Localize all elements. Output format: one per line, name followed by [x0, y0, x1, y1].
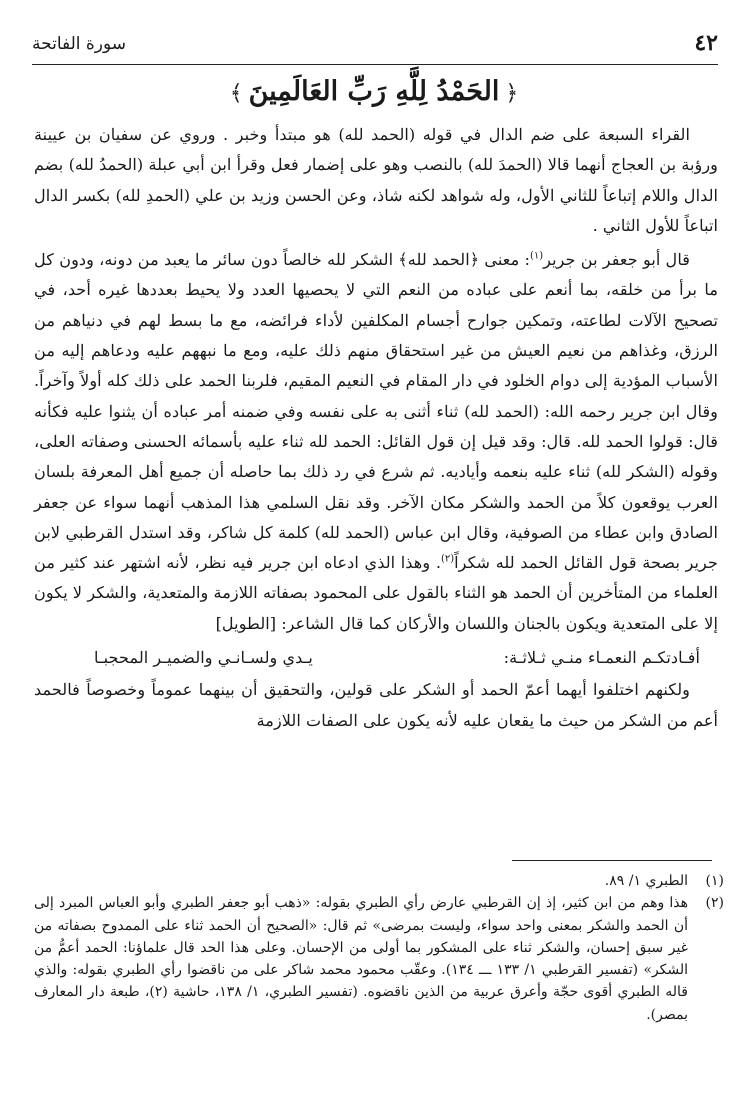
poem-first-hemistich: أفـادتكـم النعمـاء منـي ثـلاثـة:	[503, 648, 700, 668]
footnotes	[34, 870, 724, 1026]
footnote-ref-2[interactable]: (٢)	[440, 553, 455, 565]
footnote-2-text: هذا وهم من ابن كثير، إذ إن القرطبي عارض رأي الطبري بقوله: «ذهب أبو جعفر الطبري وأبو العباس المبرد إلى أن الحمد والشكر بمعنى واحد سواء، وليست بمرضى» ثم قال: «الصحيح أن الحمد ثناء على الممدوح بصفاته من غير سبق إحسان، والشكر ثناء على المشكور بما أولى من الإحسان. وعلى هذا الحد قال علماؤنا: الحمد أعمُّ من الشكر» (تفسير القرطبي ١/ ١٣٣ ـــ ١٣٤). وعقّب محمود محمد شاكر على من ناقضوا رأي الطبري بقوله: والذي قاله الطبري أقوى حجّة وأعرق عربية من الذين ناقضوه. (تفسير الطبري، ١/ ١٣٨، حاشية (٢)، طبعة دار المعارف بمصر).	[34, 895, 689, 1023]
paragraph-ibn-jarir-middle: : معنى ﴿الحمد لله﴾ الشكر لله خالصاً دون سائر ما يعبد من دونه، ودون كل ما برأ من خلقه، بما أنعم على عباده من النعم التي لا يحصيها العدد ولا يحيط بعددها غيره أحد، في تصحيح الآلات لطاعته، وتمكين جوارح أجسام المكلفين لأداء فرائضه، مع ما بسط لهم في دنياهم من الرزق، وغذاهم من نعيم العيش من غير استحقاق منهم ذلك عليه، ومع ما نبههم عليه ودعاهم إليه من الأسباب المؤدية إلى دوام الخلود في دار المقام في النعيم المقيم، فلربنا الحمد على ذلك كله أولاً وآخراً. وقال ابن جرير رحمه الله: (الحمد لله) ثناء أثنى به على نفسه وفي ضمنه أمر عباده أن يثنوا عليه فكأنه قال: قولوا الحمد لله. قال: وقد قيل إن قول القائل: الحمد لله ثناء عليه بأسمائه الحسنى وصفاته العلى، وقوله (الشكر لله) ثناء عليه بنعمه وأياديه. ثم شرع في رد ذلك بما حاصله أن جميع أهل المعرفة بلسان العرب يوقعون كلاً من الحمد والشكر مكان الآخر. وقد نقل السلمي هذا المذهب أنهما سواء عن جعفر الصادق وابن عطاء من الصوفية، وقال ابن عباس (الحمد لله) كلمة كل شاكر، وقد استدل القرطبي لابن جرير بصحة قول القائل الحمد لله شكراً	[34, 250, 718, 573]
page-header	[32, 30, 718, 62]
verse-close-bracket: ﴾	[229, 81, 243, 106]
paragraph-ibn-jarir	[34, 245, 718, 639]
poem-verse	[34, 643, 718, 673]
paragraph-ibn-jarir-start: قال أبو جعفر بن جرير	[543, 250, 690, 270]
footnote-ref-1[interactable]: (١)	[529, 250, 544, 262]
footnote-rule	[512, 860, 712, 861]
verse-text: الحَمْدُ لِلَّهِ رَبِّ العَالَمِينَ	[248, 76, 500, 107]
running-title: سورة الفاتحة	[32, 34, 127, 54]
footnote-2-mark: (٢)	[705, 895, 724, 912]
paragraph-ibn-jarir-end: . وهذا الذي ادعاه ابن جرير فيه نظر، لأنه اشتهر عند كثير من العلماء من المتأخرين أن الحمد هو الثناء بالقول على المحمود بصفاته اللازمة والمتعدية، والشكر لا يكون إلا على المتعدية ويكون بالجنان واللسان والأركان كما قال الشاعر: [الطويل]	[34, 553, 718, 633]
verse-open-bracket: ﴿	[505, 81, 519, 106]
footnote-1-mark: (١)	[705, 873, 724, 889]
footnote-1	[34, 870, 724, 892]
header-rule	[32, 64, 718, 65]
paragraph-difference: ولكنهم اختلفوا أيهما أعمّ الحمد أو الشكر على قولين، والتحقيق أن بينهما عموماً وخصوصاً فالحمد أعم من الشكر من حيث ما يقعان عليه لأنه يكون على الصفات اللازمة	[34, 680, 718, 730]
paragraph-readings: القراء السبعة على ضم الدال في قوله (الحمد لله) هو مبتدأ وخبر . وروي عن سفيان بن عيينة ورؤبة بن العجاج أنهما قالا (الحمدَ لله) بالنصب وهو على إضمار فعل وقرأ ابن أبي عبلة (الحمدُ لله) بضم الدال واللام إتباعاً للثاني الأول، وله شواهد لكنه شاذ، وعن الحسن وزيد بن علي (الحمدِ لله) بكسر الدال اتباعاً للأول الثاني .	[34, 125, 718, 235]
poem-second-hemistich: يـدي ولسـانـي والضميـر المحجبـا	[94, 648, 313, 668]
body-text	[34, 120, 718, 736]
footnote-2	[34, 892, 724, 1026]
page-number: ٤٢	[694, 30, 718, 56]
verse-heading	[0, 76, 748, 107]
footnote-1-text: الطبري ١/ ٨٩.	[604, 873, 688, 889]
